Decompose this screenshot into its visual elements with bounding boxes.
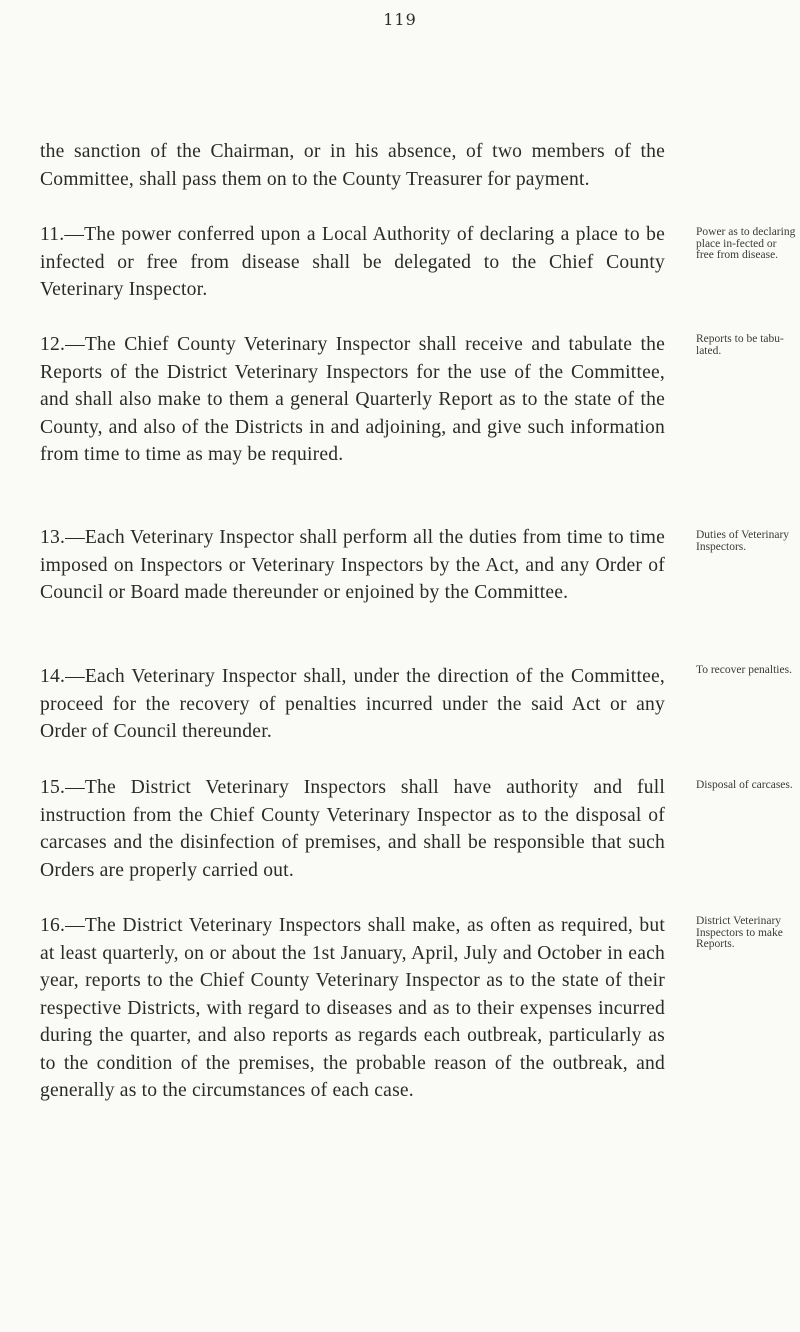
paragraph-11: 11.—The power conferred upon a Local Authority of declaring a place to be infected or free from disease shall be delegated to the Chief County Veterinary Inspector.: [40, 224, 665, 300]
paragraph-15: 15.—The District Veterinary Inspectors shall have authority and full instruction from the Chief County Veterinary Inspector as to the disposal of carcases and the disinfection of premises, and shall be responsible that such Orders are properly carried out.: [40, 777, 665, 881]
margin-note-13: Duties of Veterinary Inspectors.: [696, 529, 790, 553]
margin-note-16: District Veterinary Inspectors to make Reports.: [696, 915, 783, 950]
paragraph-16: 16.—The District Veterinary Inspectors shall make, as often as required, but at least quarterly, on or about the 1st January, April, July and October in each year, reports to the Chief County Veterinary Inspector as to the state of their respective Districts, with regard to diseases and as to their expenses incurred during the quarter, and also reports as regards each outbreak, particularly as to the condition of the premises, the probable reason of the outbreak, and generally as to the circumstances of each case.: [40, 915, 665, 1101]
paragraph-continuation: the sanction of the Chairman, or in his absence, of two members of the Committee, shall pass them on to the County Treasurer for payment.: [40, 141, 665, 190]
paragraph-12: 12.—The Chief County Veterinary Inspector shall receive and tabulate the Reports of the District Veterinary Inspectors for the use of the Committee, and shall also make to them a general Quarterly Report as to the state of the County, and also of the Districts in and adjoining, and give such information from time to time as may be required.: [40, 334, 665, 465]
paragraph-14: 14.—Each Veterinary Inspector shall, under the direction of the Committee, proceed for the recovery of penalties incurred under the said Act or any Order of Council thereunder.: [40, 666, 665, 742]
margin-note-12: Reports to be tabu-lated.: [696, 333, 784, 357]
paragraph-13: 13.—Each Veterinary Inspector shall perform all the duties from time to time imposed on Inspectors or Veterinary Inspectors by the Act, and any Order of Council or Board made thereunder or enjoined by the Committee.: [40, 527, 665, 603]
margin-note-14: To recover penalties.: [696, 664, 792, 676]
page-number: 119: [383, 10, 417, 29]
margin-note-15: Disposal of carcases.: [696, 779, 793, 791]
margin-note-11: Power as to declaring place in-fected or free from disease.: [696, 226, 796, 261]
